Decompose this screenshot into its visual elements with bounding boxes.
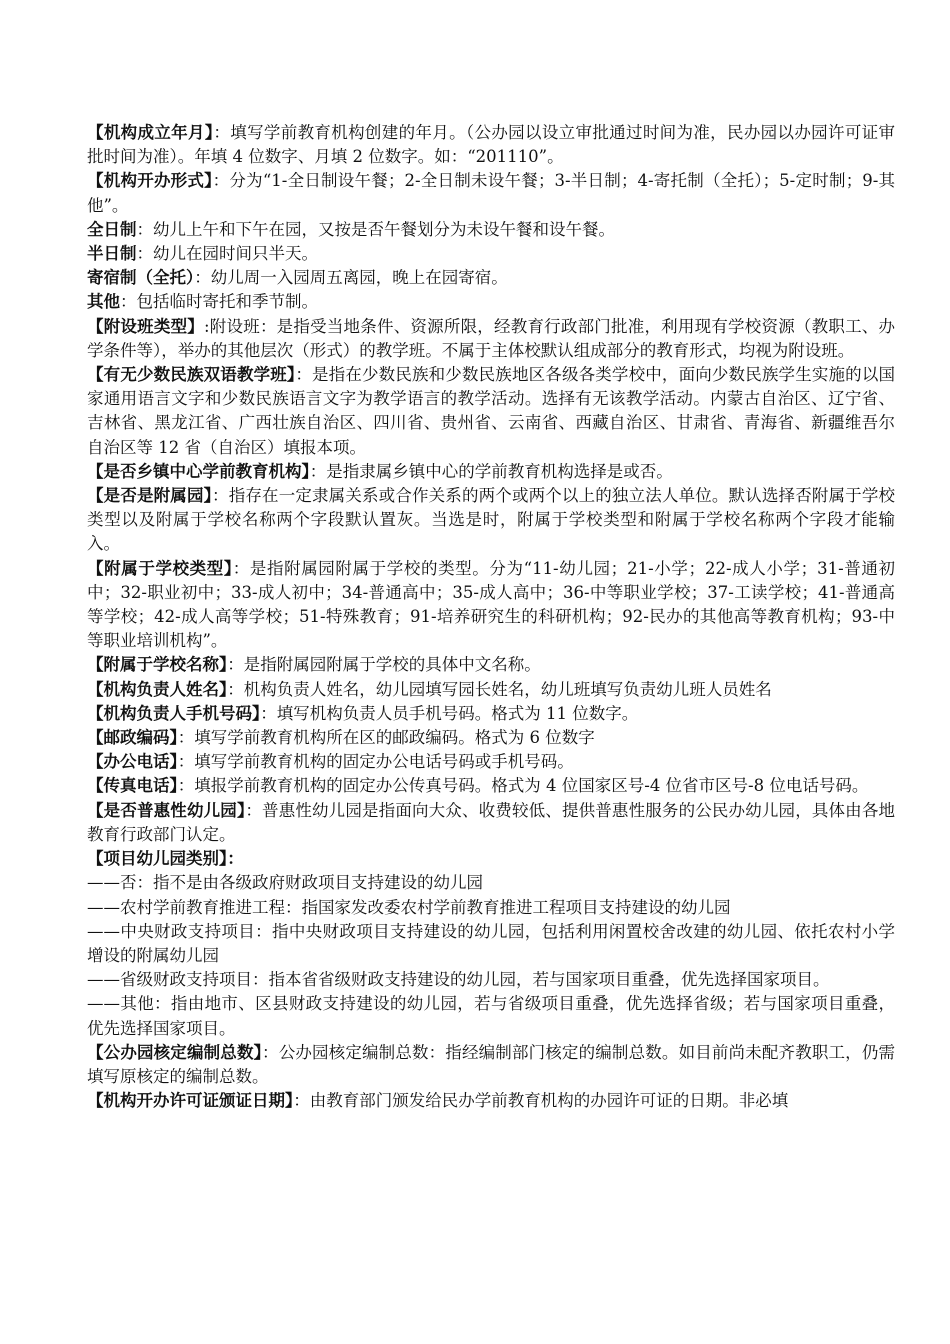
term-description: ：幼儿上午和下午在园，又按是否午餐划分为未设午餐和设午餐。 xyxy=(136,219,615,239)
paragraph-operation-form xyxy=(87,169,895,217)
list-item xyxy=(87,920,895,968)
term-label: 【机构负责人手机号码】 xyxy=(87,703,261,723)
paragraph-full-day xyxy=(87,218,895,242)
term-description: ：填写机构负责人员手机号码。格式为 11 位数字。 xyxy=(260,703,639,723)
list-item-text: ——省级财政支持项目：指本省省级财政支持建设的幼儿园，若与国家项目重叠，优先选择国家项目。 xyxy=(87,970,830,990)
paragraph-township-center xyxy=(87,460,895,484)
term-label: 半日制 xyxy=(87,244,137,264)
term-label: 【附设班类型】 xyxy=(87,316,205,336)
term-label: 【机构开办许可证颁证日期】 xyxy=(87,1091,294,1111)
paragraph-staffing-quota xyxy=(87,1041,895,1089)
term-label: 【传真电话】 xyxy=(87,776,178,796)
paragraph-affiliated-class-type xyxy=(87,315,895,363)
term-label: 【是否普惠性幼儿园】 xyxy=(87,800,246,820)
term-description: ：包括临时寄托和季节制。 xyxy=(120,292,318,312)
term-label: 【机构成立年月】 xyxy=(87,123,214,142)
term-description: ：由教育部门颁发给民办学前教育机构的办园许可证的日期。非必填 xyxy=(293,1091,789,1111)
term-description: ：幼儿周一入园周五离园，晚上在园寄宿。 xyxy=(194,268,508,288)
list-item xyxy=(87,968,895,992)
paragraph-head-name xyxy=(87,678,895,702)
term-description: ：填写学前教育机构所在区的邮政编码。格式为 6 位数字 xyxy=(177,728,595,748)
list-item-text: ——中央财政支持项目：指中央财政项目支持建设的幼儿园，包括利用闲置校舍改建的幼儿园、依托农村小学增设的附属幼儿园 xyxy=(87,921,895,965)
term-description: ：填写学前教育机构的固定办公电话号码或手机号码。 xyxy=(177,752,574,772)
paragraph-founding-date xyxy=(87,121,895,169)
term-label: 【是否乡镇中心学前教育机构】 xyxy=(87,461,310,481)
term-description: ：是指附属园附属于学校的具体中文名称。 xyxy=(227,655,541,675)
document-body xyxy=(87,121,895,1113)
paragraph-fax xyxy=(87,774,895,798)
term-label: 【邮政编码】 xyxy=(87,728,178,748)
term-label: 寄宿制（全托） xyxy=(87,268,195,288)
term-label: 【是否是附属园】 xyxy=(87,486,213,506)
term-description: :附设班：是指受当地条件、资源所限，经教育行政部门批准，利用现有学校资源（教职工、办学条件等），举办的其他层次（形式）的教学班。不属于主体校默认组成部分的教育形式，均视为附设班。 xyxy=(87,316,896,360)
term-description: ：是指隶属乡镇中心的学前教育机构选择是或否。 xyxy=(309,461,673,481)
term-description: ：分为“1-全日制设午餐；2-全日制未设午餐；3-半日制；4-寄托制（全托）；5-定时制；9-其他”。 xyxy=(87,171,896,215)
term-description: ：是指附属园附属于学校的类型。分为“11-幼儿园；21-小学；22-成人小学；31-普通初中；32-职业初中；33-成人初中；34-普通高中；35-成人高中；36-中等职业学校；37-工读学校；41-普通高等学校；42-成人高等学校；51-特殊教育；91-培养研究生的科研机构；92-民办的其他高等教育机构；93-中等职业培训机构”。 xyxy=(87,558,896,651)
paragraph-license-date xyxy=(87,1089,895,1113)
term-label: 全日制 xyxy=(87,219,137,239)
term-label: 【有无少数民族双语教学班】 xyxy=(87,365,296,385)
paragraph-inclusive-kindergarten xyxy=(87,799,895,847)
term-description: ：普惠性幼儿园是指面向大众、收费较低、提供普惠性服务的公民办幼儿园，具体由各地教育行政部门认定。 xyxy=(87,800,896,844)
term-label: 【项目幼儿园类别】 xyxy=(87,849,228,869)
term-description: ：填写学前教育机构创建的年月。（公办园以设立审批通过时间为准，民办园以办园许可证审批时间为准）。年填 4 位数字、月填 2 位数字。如：“201110”。 xyxy=(87,123,896,167)
paragraph-other xyxy=(87,290,895,314)
term-label: 【机构开办形式】 xyxy=(87,171,213,191)
paragraph-bilingual-class xyxy=(87,363,895,460)
list-item xyxy=(87,896,895,920)
term-description: ： xyxy=(227,849,244,869)
term-label: 【附属于学校类型】 xyxy=(87,558,233,578)
term-description: ：指存在一定隶属关系或合作关系的两个或两个以上的独立法人单位。默认选择否附属于学校类型以及附属于学校名称两个字段默认置灰。当选是时，附属于学校类型和附属于学校名称两个字段才能输入。 xyxy=(87,486,896,554)
paragraph-is-affiliated xyxy=(87,484,895,557)
term-description: ：机构负责人姓名，幼儿园填写园长姓名，幼儿班填写负责幼儿班人员姓名 xyxy=(227,679,772,699)
term-description: ：填报学前教育机构的固定办公传真号码。格式为 4 位国家区号-4 位省市区号-8 位电话号码。 xyxy=(177,776,869,796)
list-item xyxy=(87,871,895,895)
paragraph-half-day xyxy=(87,242,895,266)
term-description: ：是指在少数民族和少数民族地区各级各类学校中，面向少数民族学生实施的以国家通用语言文字和少数民族语言文字为教学语言的教学活动。选择有无该教学活动。内蒙古自治区、辽宁省、吉林省、黑龙江省、广西壮族自治区、四川省、贵州省、云南省、西藏自治区、甘肃省、青海省、新疆维吾尔自治区等 12 省（自治区）填报本项。 xyxy=(87,365,896,457)
term-label: 其他 xyxy=(87,292,120,312)
paragraph-boarding xyxy=(87,266,895,290)
paragraph-affiliated-school-type xyxy=(87,557,895,654)
paragraph-affiliated-school-name xyxy=(87,653,895,677)
paragraph-office-phone xyxy=(87,750,895,774)
term-label: 【机构负责人姓名】 xyxy=(87,679,228,699)
paragraph-project-category xyxy=(87,847,895,871)
term-label: 【附属于学校名称】 xyxy=(87,655,228,675)
list-item xyxy=(87,992,895,1040)
list-item-text: ——农村学前教育推进工程：指国家发改委农村学前教育推进工程项目支持建设的幼儿园 xyxy=(87,897,731,917)
list-item-text: ——其他：指由地市、区县财政支持建设的幼儿园，若与省级项目重叠，优先选择省级；若与国家项目重叠，优先选择国家项目。 xyxy=(87,994,895,1038)
paragraph-head-phone xyxy=(87,702,895,726)
term-label: 【公办园核定编制总数】 xyxy=(87,1042,263,1062)
term-description: ：幼儿在园时间只半天。 xyxy=(136,244,318,264)
paragraph-postal-code xyxy=(87,726,895,750)
term-label: 【办公电话】 xyxy=(87,752,178,772)
list-item-text: ——否：指不是由各级政府财政项目支持建设的幼儿园 xyxy=(87,873,483,893)
term-description: ：公办园核定编制总数：指经编制部门核定的编制总数。如目前尚未配齐教职工，仍需填写原核定的编制总数。 xyxy=(87,1042,896,1086)
